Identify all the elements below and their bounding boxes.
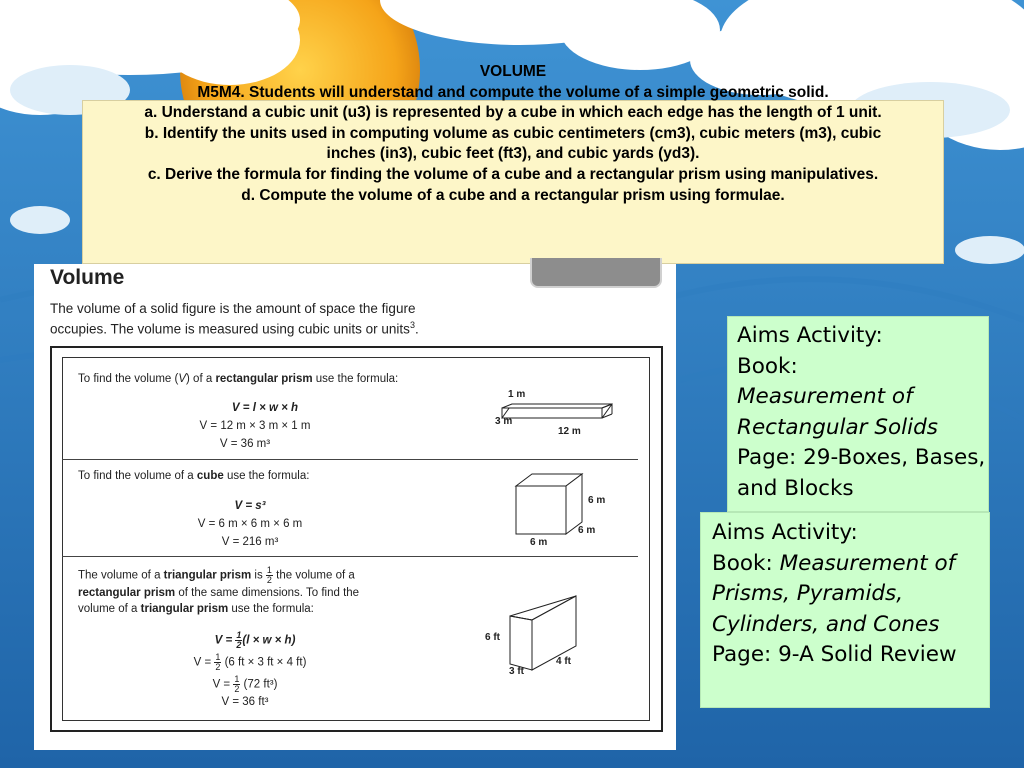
fraction-denominator: 2 (215, 662, 221, 672)
rect-length-label: 12 m (558, 426, 581, 437)
rect-step-1: V = 12 m × 3 m × 1 m (199, 420, 311, 432)
textbook-heading: Volume (50, 266, 125, 289)
aims-1-book-title: Measurement of Rectangular Solids (737, 384, 938, 440)
aims-2-book (712, 549, 989, 641)
standard-line-b-cont: inches (in3), cubic feet (ft3), and cubic yards (yd3). (326, 145, 700, 163)
rect-text-post: use the formula: (312, 373, 399, 385)
tri-text-1c: is (251, 569, 266, 582)
standard-line-d: d. Compute the volume of a cube and a rectangular prism using formulae. (241, 186, 785, 204)
cube-instruction (78, 468, 309, 484)
cube-text-post: use the formula: (223, 470, 310, 482)
tri-formula-b: (l × w × h) (242, 634, 296, 647)
tri-step-1 (155, 653, 345, 672)
fraction-numerator: 1 (215, 652, 221, 662)
tri-text-2a: rectangular prism (78, 587, 176, 599)
tri-text-2b: of the same dimensions. To find the (175, 587, 360, 599)
rect-text-pre: To find the volume ( (78, 373, 179, 385)
fraction-denominator: 2 (234, 684, 240, 694)
tri-text-3b: triangular prism (140, 603, 229, 615)
tri-text-3c: use the formula: (228, 603, 314, 615)
tri-step-2a: V = (212, 678, 234, 691)
fraction-denominator: 2 (266, 575, 272, 585)
aims-2-page: Page: 9-A Solid Review (712, 642, 957, 668)
section-divider (62, 556, 638, 557)
tri-step-2b: (72 ft³) (240, 678, 278, 691)
rect-step-2: V = 36 m³ (219, 438, 271, 450)
fraction-numerator: 1 (234, 674, 240, 684)
tri-step-1b: (6 ft × 3 ft × 4 ft) (221, 656, 307, 669)
fraction-numerator: 1 (266, 565, 272, 575)
aims-activity-box-1 (727, 316, 989, 512)
standard-line-c: c. Derive the formula for finding the volume of a cube and a rectangular prism using manipulatives. (147, 165, 879, 183)
cube-text-bold: cube (196, 470, 224, 482)
half-fraction (266, 566, 273, 585)
aims-activity-box-2 (700, 512, 990, 708)
section-divider (62, 459, 638, 460)
intro-line-1: The volume of a solid figure is the amount of space the figure (50, 301, 416, 316)
cube-step-1: V = 6 m × 6 m × 6 m (197, 518, 303, 530)
triangular-prism-diagram (480, 590, 610, 680)
tri-height-label: 6 ft (485, 632, 500, 643)
tri-formula (160, 631, 350, 650)
aims-1-book-label: Book: (737, 353, 798, 379)
tri-text-1a: The volume of a (78, 569, 164, 582)
rect-prism-instruction (78, 371, 398, 387)
rect-text-bold: rectangular prism (215, 373, 313, 385)
cube-depth-label: 6 m (578, 525, 596, 536)
rect-height-label: 1 m (508, 389, 526, 400)
fraction-denominator: 2 (236, 640, 242, 650)
fraction-numerator: 1 (236, 630, 242, 640)
standards-text (82, 62, 944, 206)
rect-text-mid: ) of a (186, 373, 216, 385)
standard-line-b: b. Identify the units used in computing volume as cubic centimeters (cm3), cubic meters (m3), cubic (144, 124, 882, 142)
page-tab (530, 258, 662, 288)
aims-2-heading: Aims Activity: (712, 520, 858, 545)
aims-1-heading: Aims Activity: (737, 323, 883, 348)
rect-width-label: 3 m (495, 416, 513, 427)
intro-line-2: occupies. The volume is measured using cubic units or units (50, 321, 410, 337)
tri-text-3a: volume of a (78, 603, 141, 615)
tri-text-1b: triangular prism (163, 569, 252, 582)
tri-width-label: 3 ft (509, 666, 524, 677)
tri-formula-a: V = (214, 634, 236, 647)
tri-prism-instruction (78, 566, 359, 617)
cube-step-2: V = 216 m³ (221, 536, 279, 548)
cube-bottom-label: 6 m (530, 537, 548, 548)
tri-text-1d: the volume of a (272, 569, 355, 582)
cube-formula: V = s³ (234, 500, 266, 512)
tri-step-1a: V = (193, 656, 215, 669)
textbook-intro (50, 300, 480, 338)
intro-period: . (414, 321, 419, 337)
standard-heading: M5M4. Students will understand and compute the volume of a simple geometric solid. (197, 83, 829, 101)
cube-diagram (508, 470, 618, 550)
cube-text-pre: To find the volume of a (78, 470, 197, 482)
page-title: VOLUME (479, 63, 547, 80)
rect-text-v: V (178, 373, 187, 385)
aims-1-page: Page: 29-Boxes, Bases, and Blocks (737, 445, 986, 501)
tri-length-label: 4 ft (556, 656, 571, 667)
rect-formula: V = l × w × h (231, 402, 299, 414)
tri-step-3: V = 36 ft³ (221, 696, 269, 708)
standard-line-a: a. Understand a cubic unit (u3) is represented by a cube in which each edge has the length of 1 unit. (144, 104, 882, 122)
tri-step-2 (150, 675, 340, 694)
aims-2-book-title: Measurement of Prisms, Pyramids, Cylinders, and Cones (712, 550, 956, 637)
aims-2-book-label: Book: (712, 550, 780, 576)
cube-side-label: 6 m (588, 495, 606, 506)
intro-superscript: 3 (409, 320, 415, 330)
rect-prism-diagram (490, 386, 630, 438)
